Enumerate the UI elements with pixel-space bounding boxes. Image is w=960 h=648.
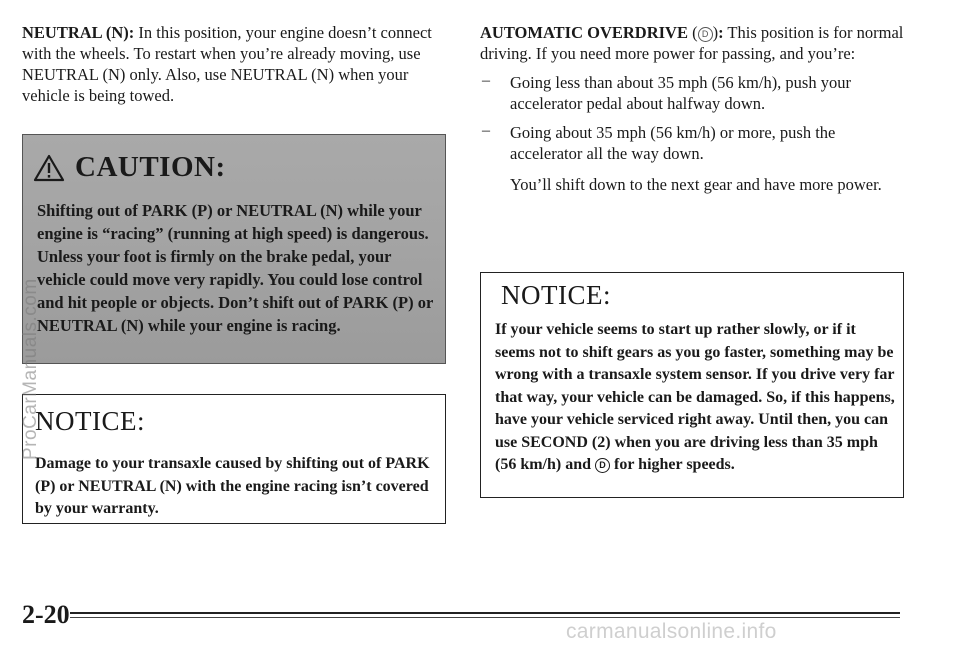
neutral-text: In this position, your engine doesn’t connect with the wheels. To restart when you’re already moving, use NEUTRAL (N) only. Also, use NEUTRAL (N) when your vehicle is being towed.	[22, 23, 432, 105]
left-column	[22, 22, 446, 106]
footer-rule	[70, 612, 900, 614]
list-item	[480, 72, 904, 114]
warning-triangle-icon	[33, 154, 65, 182]
notice-text-left: Damage to your transaxle caused by shifting out of PARK (P) or NEUTRAL (N) with the engine racing isn’t covered by your warranty.	[35, 455, 430, 517]
notice-text-right-after: for higher speeds.	[614, 456, 735, 473]
side-watermark: ProCarManuals.com	[20, 278, 41, 460]
overdrive-d-icon: D	[595, 458, 610, 473]
list-item-text: Going less than about 35 mph (56 km/h), push your accelerator pedal about halfway down.	[510, 73, 851, 113]
list-item-text: Going about 35 mph (56 km/h) or more, push the accelerator all the way down.	[510, 123, 836, 163]
overdrive-lead: AUTOMATIC OVERDRIVE	[480, 23, 688, 42]
notice-title-left: NOTICE:	[35, 406, 145, 436]
caution-header	[33, 151, 226, 184]
caution-title: CAUTION:	[75, 151, 226, 183]
caution-box	[22, 134, 446, 364]
notice-box-left	[22, 394, 446, 524]
footer-site-watermark: carmanualsonline.info	[566, 620, 777, 643]
list-item	[480, 122, 904, 164]
overdrive-paragraph: AUTOMATIC OVERDRIVE ( D ): This position is for normal driving. If you need more power for passing, and you’re:	[480, 23, 904, 63]
page-number: 2-20	[22, 600, 70, 629]
notice-box-right	[480, 272, 904, 498]
overdrive-d-icon: D	[698, 27, 713, 42]
overdrive-colon: :	[718, 23, 724, 42]
notice-title-right: NOTICE:	[501, 280, 611, 310]
neutral-lead: NEUTRAL (N):	[22, 23, 135, 42]
right-column	[480, 22, 904, 195]
caution-text: Shifting out of PARK (P) or NEUTRAL (N) while your engine is “racing” (running at high speed) is dangerous. Unless your foot is firmly on the brake pedal, your vehicle could move very rapidly. You could lose control and hit people or objects. Don’t shift out of PARK (P) or NEUTRAL (N) while your engine is racing.	[37, 201, 433, 335]
notice-text-right-before: If your vehicle seems to start up rather slowly, or if it seems not to shift gears as you go faster, something may be wrong with a transaxle system sensor. If you drive very far that way, your vehicle can be damaged. So, if this happens, have your vehicle serviced right away. Until then, you can use SECOND (2) when you are driving less than 35 mph (56 km/h) and	[495, 321, 895, 473]
dash-bullet: –	[482, 72, 490, 89]
overdrive-text: This position is for normal driving. If you need more power for passing, and you’re:	[480, 23, 904, 63]
dash-bullet: –	[482, 122, 490, 139]
notice-text-right	[495, 319, 895, 477]
shift-down-text: You’ll shift down to the next gear and have more power.	[510, 175, 882, 194]
footer-rule-thin	[70, 617, 900, 618]
neutral-paragraph	[22, 22, 446, 106]
